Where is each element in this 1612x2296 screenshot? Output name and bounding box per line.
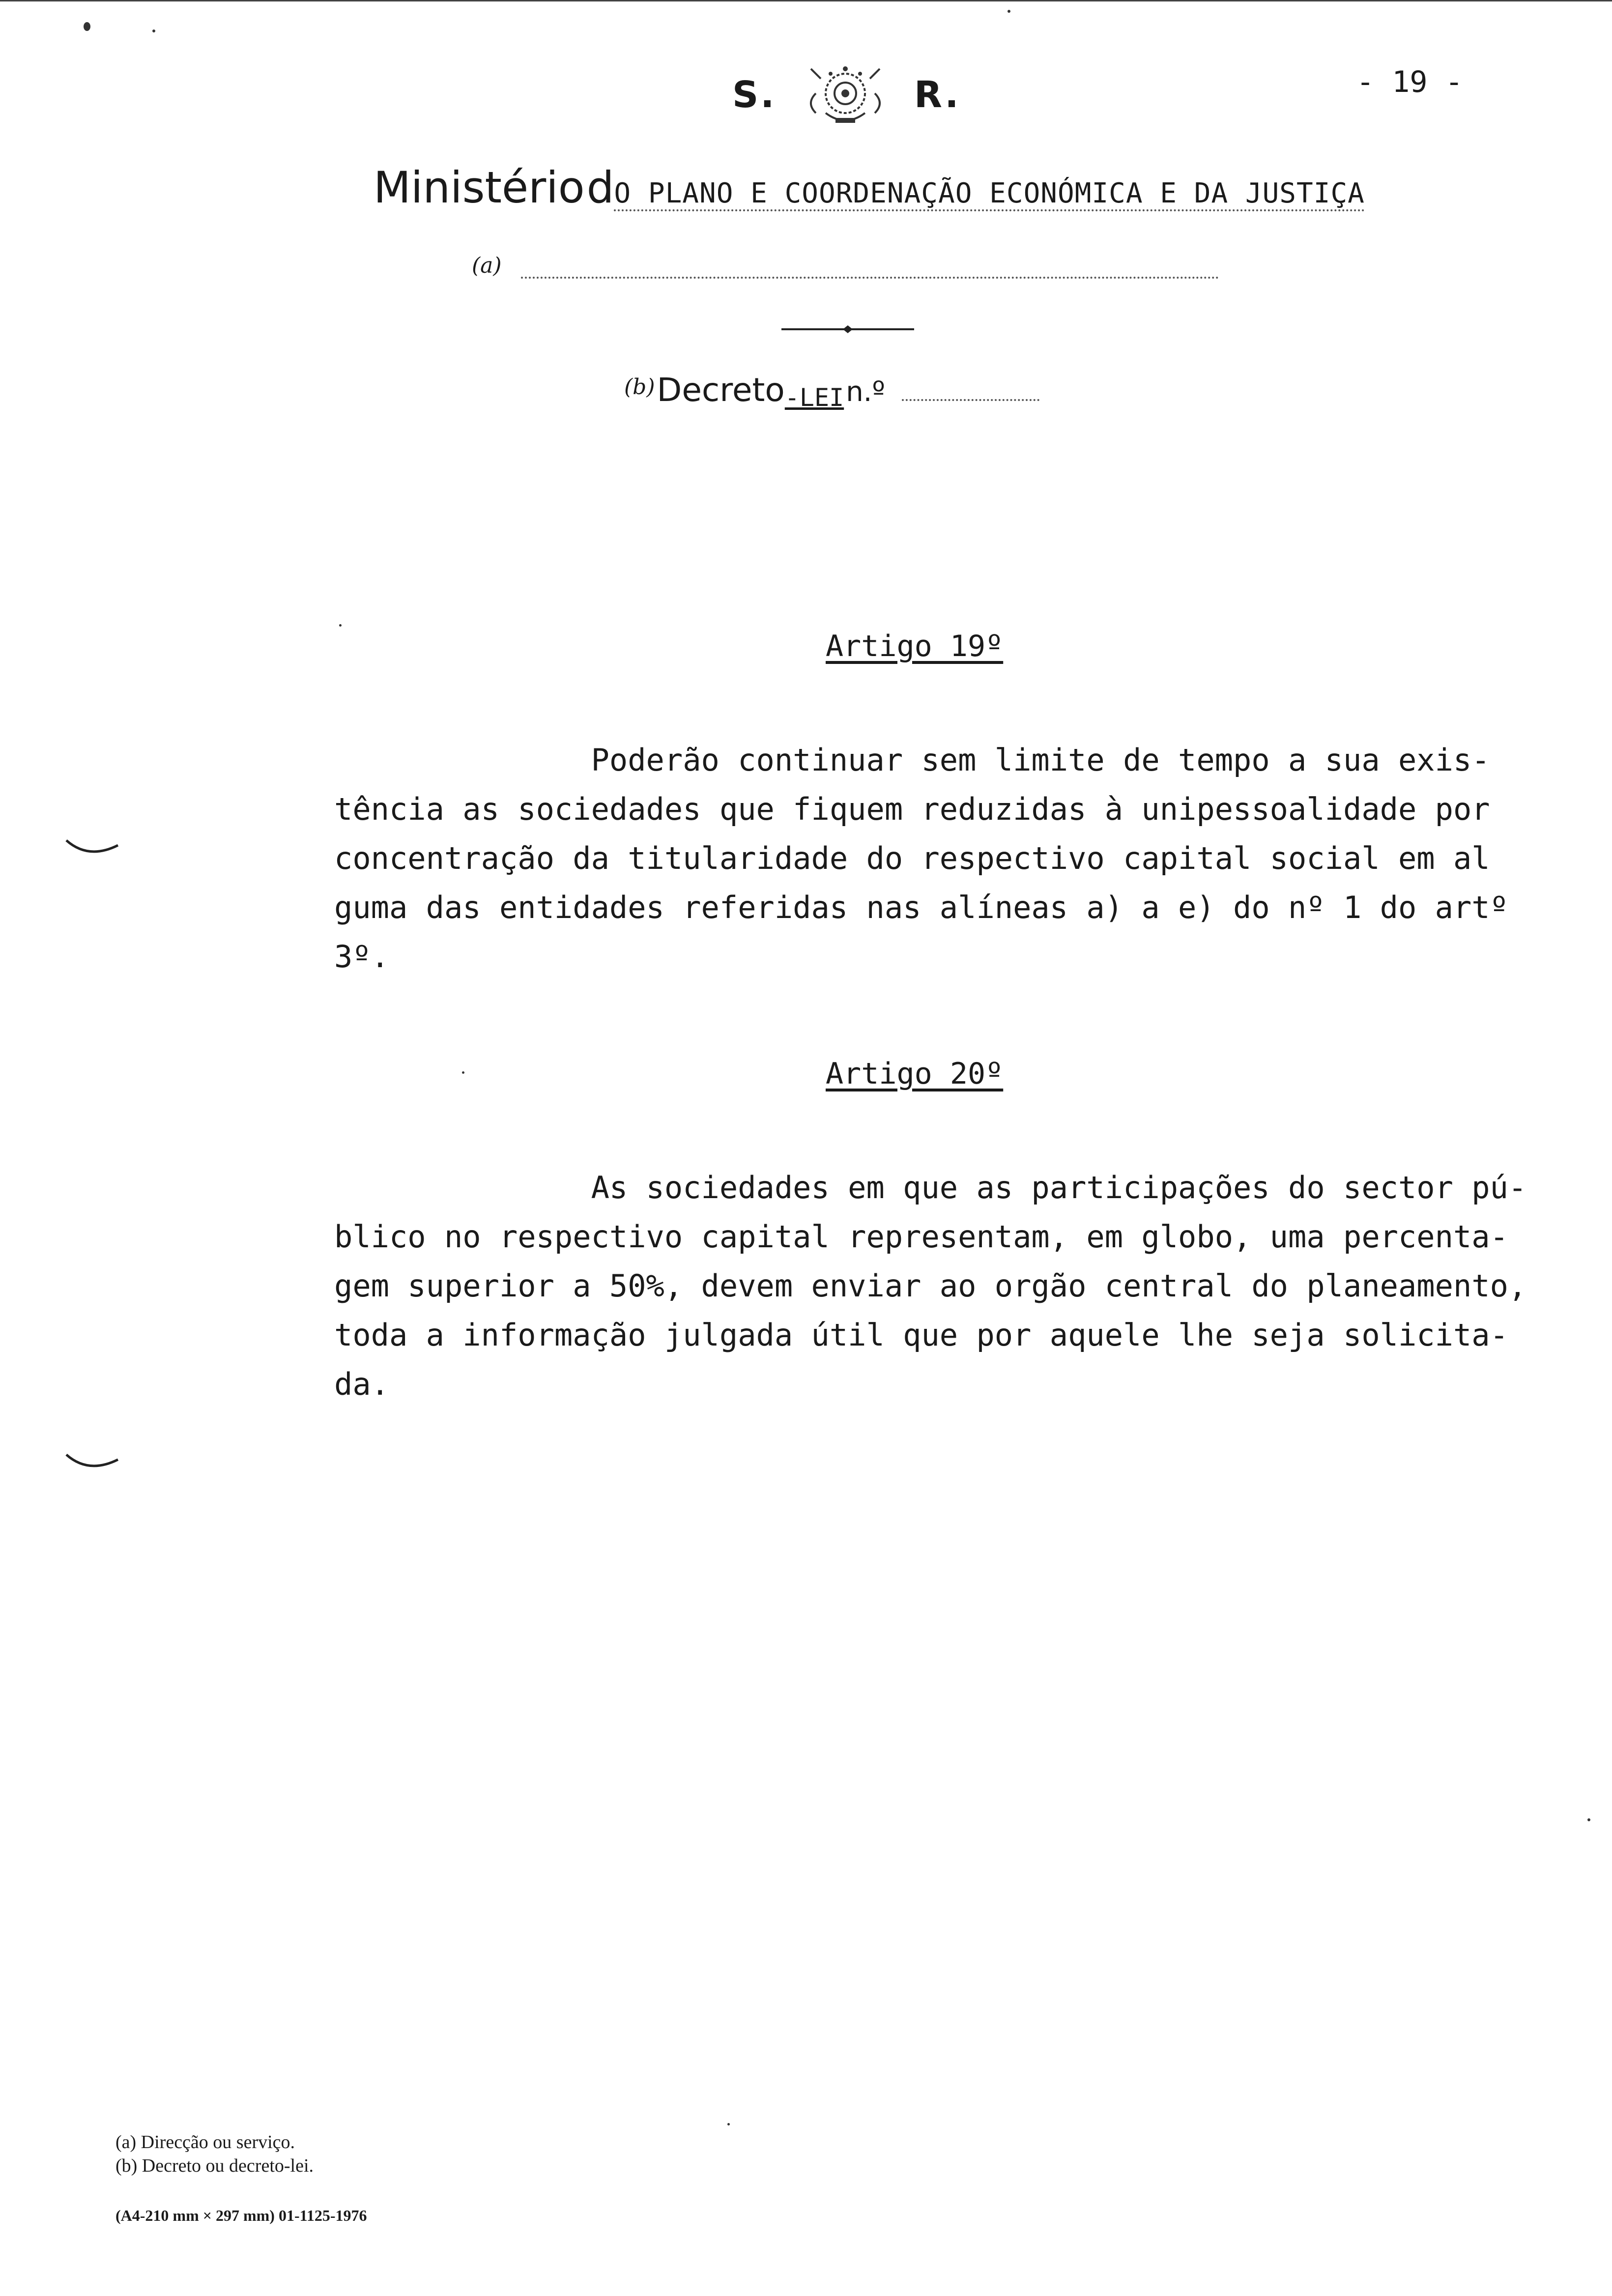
- article-19-line: Poderão continuar sem limite de tempo a sua exis-: [334, 742, 1490, 778]
- decree-type: -LEI: [784, 383, 844, 412]
- article-20-line: toda a informação julgada útil que por aquele lhe seja solicita-: [334, 1317, 1508, 1353]
- diamond-divider-icon: [781, 324, 914, 334]
- ministry-label: Ministério: [374, 162, 585, 213]
- article-20-line: gem superior a 50%, devem enviar ao orgão central do planeamento,: [334, 1268, 1527, 1304]
- ministry-line: [374, 162, 1533, 216]
- top-edge-line: [0, 0, 1612, 1]
- scan-speck: [727, 2123, 730, 2125]
- article-20-heading: Artigo 20º: [826, 1057, 1004, 1091]
- article-19-line: tência as sociedades que fiquem reduzidas à unipessoalidade por: [334, 791, 1490, 827]
- footnote-marker-a: (a): [472, 253, 502, 278]
- coat-of-arms-icon: [796, 59, 894, 133]
- binding-mark-lower: [64, 1450, 123, 1479]
- article-20-line: As sociedades em que as participações do sector pú-: [334, 1170, 1527, 1205]
- footnote-a: (a) Direcção ou serviço.: [115, 2132, 295, 2152]
- article-20-line: da.: [334, 1366, 389, 1402]
- page-header: [0, 59, 1612, 133]
- ministry-prefix: d: [586, 162, 614, 213]
- article-19-heading: Artigo 19º: [826, 629, 1004, 663]
- form-code: (A4-210 mm × 297 mm) 01-1125-1976: [115, 2207, 367, 2224]
- footnotes: [115, 2130, 314, 2178]
- page-number: - 19 -: [1356, 65, 1463, 99]
- scan-speck: [1008, 10, 1010, 13]
- scan-speck: [1587, 1818, 1590, 1821]
- sr-left-letter: S.: [732, 74, 777, 116]
- sr-right-letter: R.: [914, 74, 961, 116]
- footnote-b: (b) Decreto ou decreto-lei.: [115, 2155, 314, 2176]
- scan-speck: [339, 624, 342, 627]
- decree-label: Decreto: [657, 371, 785, 409]
- direction-field: [472, 253, 1219, 283]
- article-20-line: blico no respectivo capital representam, em globo, uma percenta-: [334, 1219, 1508, 1255]
- decree-number-field: [902, 399, 1039, 401]
- scan-speck: [462, 1071, 464, 1074]
- ministry-name-field: O PLANO E COORDENAÇÃO ECONÓMICA E DA JUSTIÇA: [614, 177, 1364, 211]
- scan-speck: [152, 29, 155, 32]
- scan-speck: [84, 22, 90, 31]
- decree-number-label: n.º: [846, 376, 885, 408]
- binding-mark-upper: [64, 835, 123, 865]
- footnote-marker-b: (b): [624, 374, 655, 400]
- decree-line: [624, 371, 1116, 415]
- article-19-line: concentração da titularidade do respectivo capital social em al: [334, 840, 1490, 876]
- direction-dotted-line: [521, 277, 1219, 279]
- article-19-line: guma das entidades referidas nas alíneas a) a e) do nº 1 do artº: [334, 890, 1508, 925]
- article-19-line: 3º.: [334, 939, 389, 975]
